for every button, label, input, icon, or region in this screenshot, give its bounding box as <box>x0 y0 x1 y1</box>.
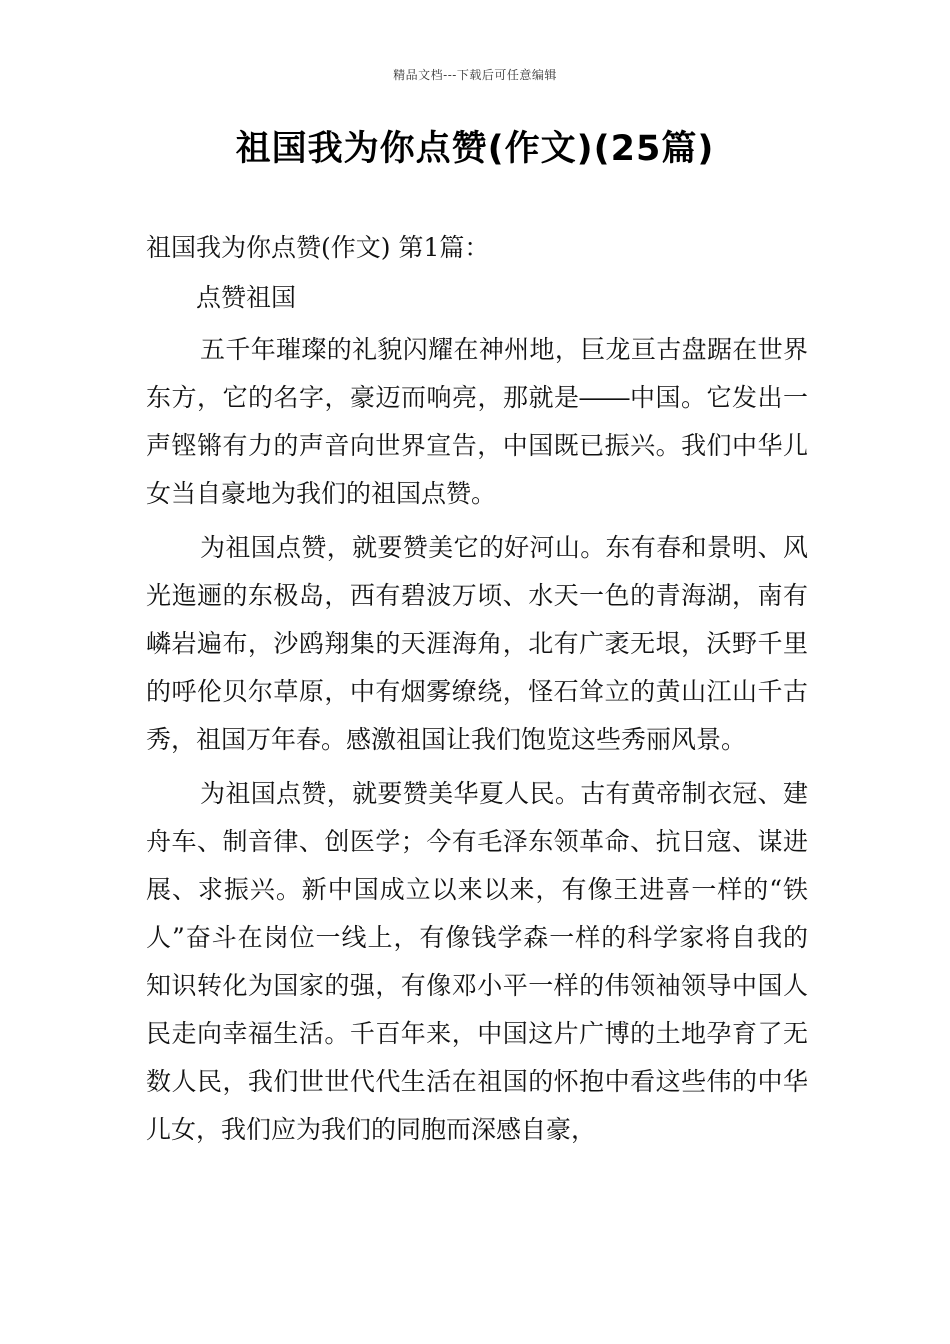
document-title: 祖国我为你点赞(作文)(25篇) <box>235 129 715 169</box>
body-paragraph: 为祖国点赞，就要赞美华夏人民。古有黄帝制衣冠、建舟车、制音律、创医学；今有毛泽东领革命、抗日寇、谋进展、求振兴。新中国成立以来以来，有像王进喜一样的“铁人”奋斗在岗位一线上，有像钱学森一样的科学家将自我的知识转化为国家的强，有像邓小平一样的伟领袖领导中国人民走向幸福生活。千百年来，中国这片广博的土地孕育了无数人民，我们世世代代生活在祖国的怀抱中看这些伟的中华儿女，我们应为我们的同胞而深感自豪， <box>146 779 808 1144</box>
document-body <box>146 224 808 1154</box>
body-paragraph: 为祖国点赞，就要赞美它的好河山。东有春和景明、风光迤逦的东极岛，西有碧波万顷、水天一色的青海湖，南有嶙岩遍布，沙鸥翔集的天涯海角，北有广袤无垠，沃野千里的呼伦贝尔草原，中有烟雾缭绕，怪石耸立的黄山江山千古秀，祖国万年春。感激祖国让我们饱览这些秀丽风景。 <box>146 533 808 754</box>
section-heading: 祖国我为你点赞(作文) 第1篇： <box>146 233 490 262</box>
body-paragraph: 五千年璀璨的礼貌闪耀在神州地，巨龙亘古盘踞在世界东方，它的名字，豪迈而响亮，那就是――中国。它发出一声铿锵有力的声音向世界宣告，中国既已振兴。我们中华儿女当自豪地为我们的祖国点赞。 <box>146 335 808 508</box>
page-header-note: 精品文档---下载后可任意编辑 <box>393 68 557 82</box>
essay-subtitle: 点赞祖国 <box>196 283 297 312</box>
